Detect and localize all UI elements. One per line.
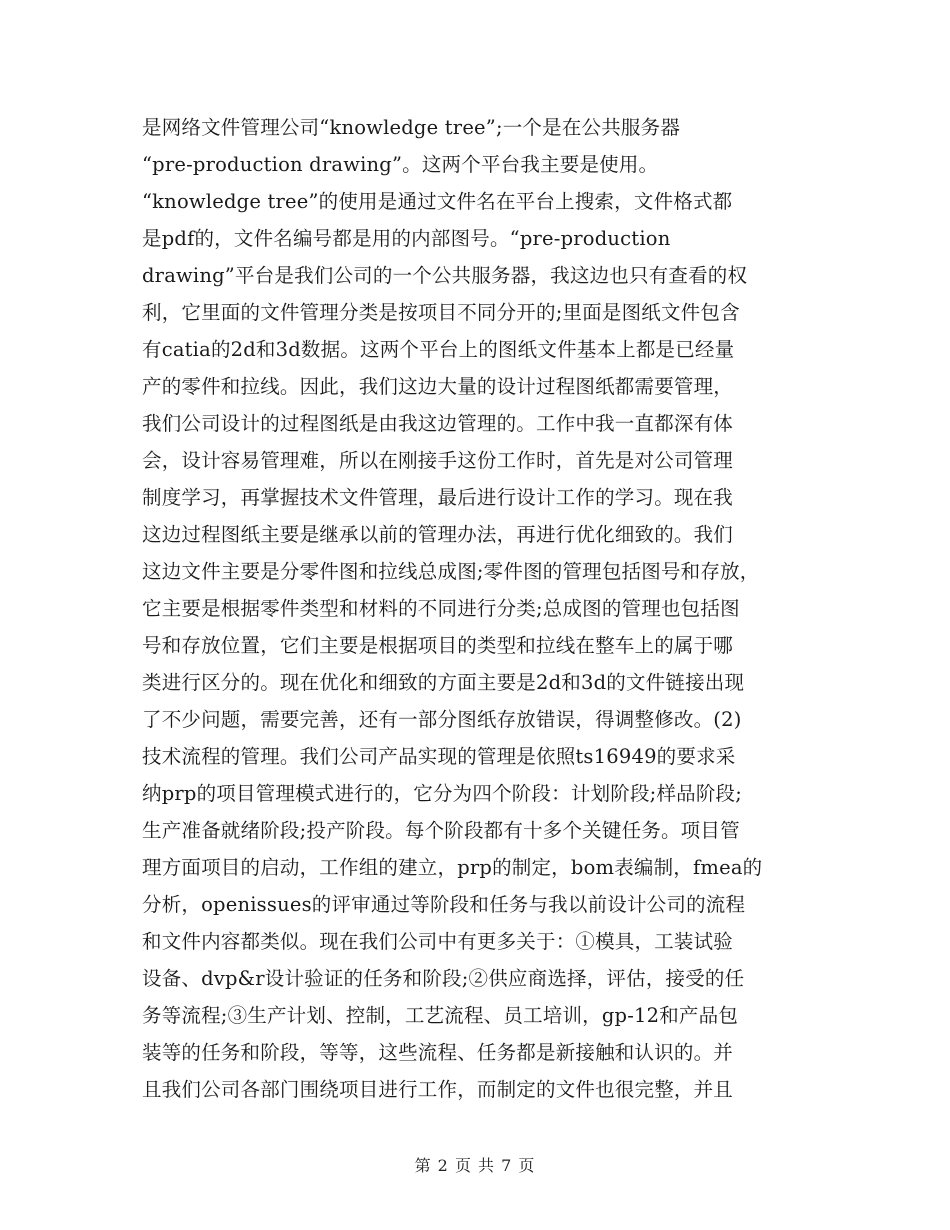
text-line: “knowledge tree”的使用是通过文件名在平台上搜索，文件格式都 xyxy=(142,190,733,213)
text-line: 和文件内容都类似。现在我们公司中有更多关于：①模具，工装试验 xyxy=(142,930,734,953)
text-line: 技术流程的管理。我们公司产品实现的管理是依照ts16949的要求采 xyxy=(142,745,736,768)
text-line: 了不少问题，需要完善，还有一部分图纸存放错误，得调整修改。(2) xyxy=(142,708,742,731)
text-line: “pre-production drawing”。这两个平台我主要是使用。 xyxy=(142,153,659,176)
text-line: 生产准备就绪阶段;投产阶段。每个阶段都有十多个关键任务。项目管 xyxy=(142,819,740,842)
text-line: 理方面项目的启动，工作组的建立，prp的制定，bom表编制，fmea的 xyxy=(142,856,763,879)
text-line: 我们公司设计的过程图纸是由我这边管理的。工作中我一直都深有体 xyxy=(142,412,734,435)
text-line: 有catia的2d和3d数据。这两个平台上的图纸文件基本上都是已经量 xyxy=(142,338,735,361)
page-number-footer: 第 2 页 共 7 页 xyxy=(414,1156,536,1175)
text-line: 且我们公司各部门围绕项目进行工作，而制定的文件也很完整，并且 xyxy=(142,1078,734,1101)
text-line: 类进行区分的。现在优化和细致的方面主要是2d和3d的文件链接出现 xyxy=(142,671,745,694)
text-line: 利，它里面的文件管理分类是按项目不同分开的;里面是图纸文件包含 xyxy=(142,301,740,324)
text-line: 这边过程图纸主要是继承以前的管理办法，再进行优化细致的。我们 xyxy=(142,523,734,546)
text-line: 务等流程;③生产计划、控制，工艺流程、员工培训，gp-12和产品包 xyxy=(142,1004,739,1027)
text-line: 这边文件主要是分零件图和拉线总成图;零件图的管理包括图号和存放， xyxy=(142,560,760,583)
text-line: 分析，openissues的评审通过等阶段和任务与我以前设计公司的流程 xyxy=(142,893,746,916)
text-line: 装等的任务和阶段，等等，这些流程、任务都是新接触和认识的。并 xyxy=(142,1041,734,1064)
text-line: 纳prp的项目管理模式进行的，它分为四个阶段：计划阶段;样品阶段; xyxy=(142,782,743,805)
text-line: 它主要是根据零件类型和材料的不同进行分类;总成图的管理也包括图 xyxy=(142,597,740,620)
text-line: 会，设计容易管理难，所以在刚接手这份工作时，首先是对公司管理 xyxy=(142,449,734,472)
text-line: 制度学习，再掌握技术文件管理，最后进行设计工作的学习。现在我 xyxy=(142,486,734,509)
body-text xyxy=(142,109,822,1108)
text-line: drawing”平台是我们公司的一个公共服务器，我这边也只有查看的权 xyxy=(142,264,748,287)
text-line: 号和存放位置，它们主要是根据项目的类型和拉线在整车上的属于哪 xyxy=(142,634,734,657)
text-line: 是pdf的，文件名编号都是用的内部图号。“pre-production xyxy=(142,227,671,250)
text-line: 设备、dvp&r设计验证的任务和阶段;②供应商选择，评估，接受的任 xyxy=(142,967,745,990)
text-line: 产的零件和拉线。因此，我们这边大量的设计过程图纸都需要管理， xyxy=(142,375,734,398)
text-line: 是网络文件管理公司“knowledge tree”;一个是在公共服务器 xyxy=(142,116,681,139)
